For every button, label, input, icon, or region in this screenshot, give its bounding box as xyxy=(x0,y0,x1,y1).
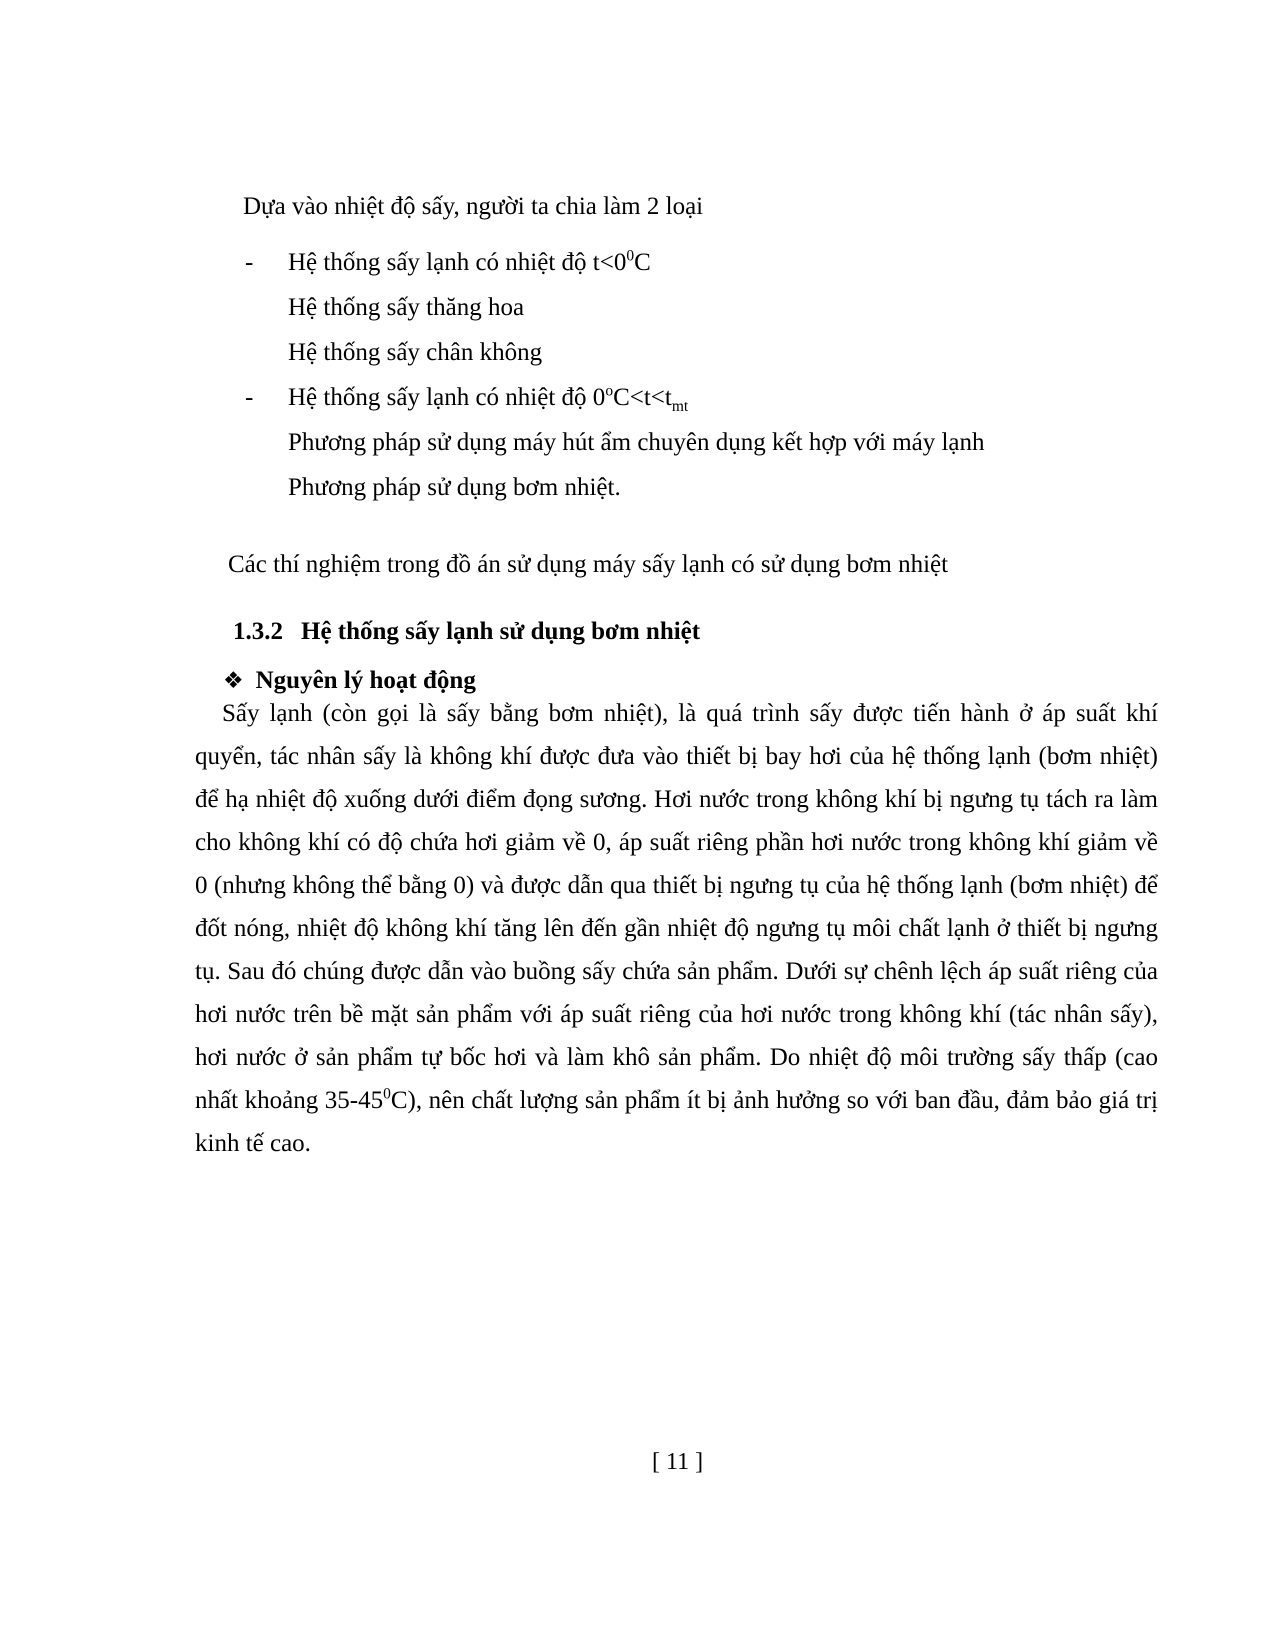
body-paragraph xyxy=(195,692,1158,1165)
section-number: 1.3.2 xyxy=(233,618,283,645)
paragraph-text: Sấy lạnh (còn gọi là sấy bằng bơm nhiệt), là quá trình sấy được tiến hành ở áp suất khí quyển, tác nhân sấy là không khí được đưa vào thiết bị bay hơi của hệ thống lạnh (bơm nhiệt) để hạ nhiệt độ xuống dưới điểm đọng sương. Hơi nước trong không khí bị ngưng tụ tách ra làm cho không khí có độ chứa hơi giảm về 0, áp suất riêng phần hơi nước trong không khí giảm về 0 (nhưng không thể bằng 0) và được dẫn qua thiết bị ngưng tụ của hệ thống lạnh (bơm nhiệt) để đốt nóng, nhiệt độ không khí tăng lên đến gần nhiệt độ ngưng tụ môi chất lạnh ở thiết bị ngưng tụ. Sau đó chúng được dẫn vào buồng sấy chứa sản phẩm. Dưới sự chênh lệch áp suất riêng của hơi nước trên bề mặt sản phẩm với áp suất riêng của hơi nước trong không khí (tác nhân sấy), hơi nước ở sản phẩm tự bốc hơi và làm khô sản phẩm. Do nhiệt độ môi trường sấy thấp (cao nhất khoảng 35-45 xyxy=(195,700,1158,1114)
list-item xyxy=(195,240,1205,285)
list-item-text: Phương pháp sử dụng bơm nhiệt. xyxy=(288,474,621,501)
subscript: mt xyxy=(671,398,689,415)
list-item-text: Phương pháp sử dụng máy hút ẩm chuyên dụng kết hợp với máy lạnh xyxy=(288,429,985,456)
classification-list xyxy=(195,240,1205,510)
sub-heading-title: Nguyên lý hoạt động xyxy=(255,667,476,695)
page-number: [ 11 ] xyxy=(652,1449,704,1475)
note-line: Các thí nghiệm trong đồ án sử dụng máy sấy lạnh có sử dụng bơm nhiệt xyxy=(228,551,949,578)
list-item xyxy=(195,330,1205,375)
superscript: 0 xyxy=(383,1085,391,1103)
dash-bullet: - xyxy=(245,384,254,411)
dash-bullet: - xyxy=(245,249,254,276)
list-item xyxy=(195,285,1205,330)
superscript: o xyxy=(605,382,614,400)
superscript: 0 xyxy=(626,247,635,265)
list-item-text: Hệ thống sấy chân không xyxy=(288,339,543,366)
list-item-text: Hệ thống sấy lạnh có nhiệt độ $0^oC<t<t_{mt}$ xyxy=(288,382,689,415)
list-item-text: Hệ thống sấy lạnh có nhiệt độ $t<0^0C$ xyxy=(288,247,651,276)
section-heading xyxy=(233,616,700,648)
list-item xyxy=(195,465,1205,510)
list-item xyxy=(195,420,1205,465)
section-title: Hệ thống sấy lạnh sử dụng bơm nhiệt xyxy=(301,618,701,645)
intro-line: Dựa vào nhiệt độ sấy, người ta chia làm 2 loại xyxy=(243,193,704,220)
diamond-bullet-icon: ❖ xyxy=(223,668,244,695)
paragraph-text: C), nên chất lượng sản phẩm ít bị ảnh hưởng so với ban đầu, đảm bảo giá trị kinh tế cao. xyxy=(195,1087,1158,1157)
list-item-text: Hệ thống sấy thăng hoa xyxy=(288,294,525,321)
list-item xyxy=(195,375,1205,420)
